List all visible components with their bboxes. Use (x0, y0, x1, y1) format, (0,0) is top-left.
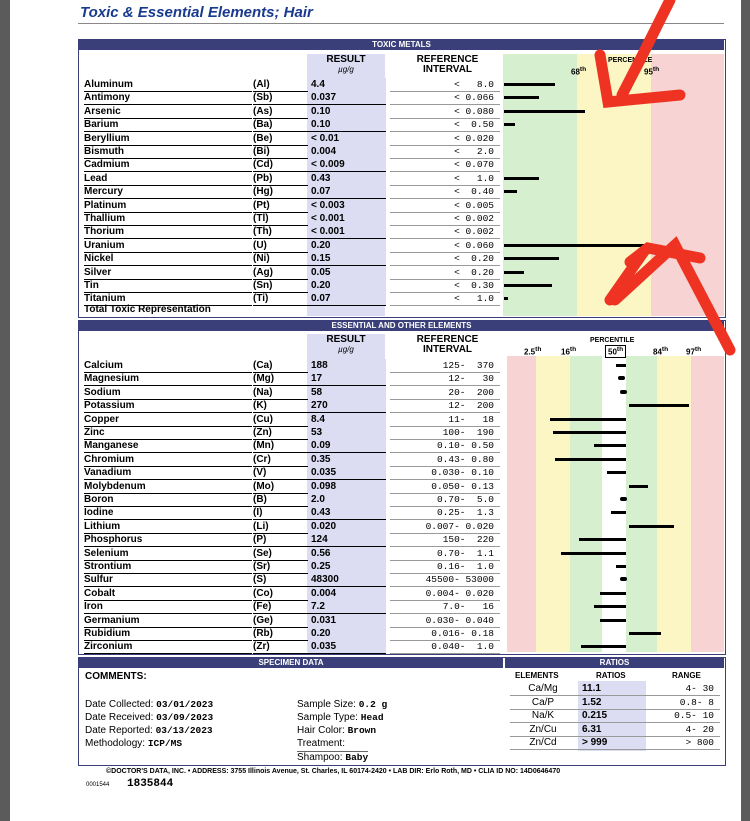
element-symbol: (Pt) (253, 199, 308, 213)
ess-percentile-label: PERCENTILE (590, 337, 635, 344)
element-reference: < 0.40 (390, 185, 500, 199)
element-name: Cobalt (84, 587, 252, 601)
table-row (80, 560, 724, 573)
toxic-result-unit: µg/g (338, 65, 354, 74)
toxic-ref-label-2: INTERVAL (422, 64, 473, 75)
element-symbol: (Al) (253, 78, 308, 92)
element-name: Silver (84, 266, 252, 280)
element-result: < 0.009 (308, 158, 386, 172)
element-symbol: (Ge) (253, 614, 308, 628)
element-reference: 20- 200 (390, 386, 500, 400)
ess-ref-label-1: REFERENCE (416, 334, 479, 345)
element-reference: < 0.20 (390, 252, 500, 266)
element-name: Potassium (84, 399, 252, 413)
footer-code: 0001544 (86, 782, 110, 788)
table-row (80, 453, 724, 466)
ratio-range: 4- 30 (685, 683, 714, 694)
element-symbol: (V) (253, 466, 308, 480)
table-row (80, 587, 724, 600)
date-collected-value: 03/01/2023 (156, 699, 214, 710)
percentile-marker (620, 497, 627, 501)
element-reference: 0.004- 0.020 (390, 587, 500, 601)
element-symbol: (Sr) (253, 560, 308, 574)
element-result: 0.035 (308, 466, 386, 480)
element-symbol: (B) (253, 493, 308, 507)
annotation-arrows (570, 0, 740, 380)
element-reference: < 1.0 (390, 172, 500, 186)
sample-type (297, 712, 384, 723)
ratio-range: > 800 (685, 737, 714, 749)
comments-label: COMMENTS: (85, 671, 147, 682)
element-name: Sodium (84, 386, 252, 400)
element-name: Rubidium (84, 627, 252, 641)
element-symbol: (Ba) (253, 118, 308, 132)
ess-pct-84-sup: th (661, 346, 669, 353)
percentile-bar (504, 177, 539, 180)
total-toxic-label: Total Toxic Representation (84, 304, 211, 315)
element-reference: 100- 190 (390, 426, 500, 440)
element-symbol: (Ag) (253, 266, 308, 280)
element-name: Lithium (84, 520, 252, 534)
percentile-bar (594, 605, 627, 608)
element-symbol: (Zn) (253, 426, 308, 440)
table-row (80, 399, 724, 412)
ratio-value: 11.1 (582, 683, 601, 694)
element-reference: 0.70- 1.1 (390, 547, 500, 561)
ratio-value: 6.31 (582, 723, 602, 735)
element-result: 0.031 (308, 614, 386, 628)
element-result: 0.25 (308, 560, 386, 574)
table-row (80, 614, 724, 627)
element-reference: < 0.060 (390, 239, 500, 253)
ess-pct-84-value: 84 (653, 347, 662, 357)
element-reference: 0.030- 0.040 (390, 614, 500, 628)
element-reference: < 0.20 (390, 266, 500, 280)
element-reference: < 0.002 (390, 225, 500, 239)
element-result: 0.004 (308, 587, 386, 601)
percentile-bar (600, 592, 626, 595)
ratios-col-ratios: RATIOS (596, 671, 626, 680)
element-reference: < 0.020 (390, 132, 500, 146)
table-row (80, 506, 724, 519)
element-symbol: (Mg) (253, 372, 308, 386)
element-result: 270 (308, 399, 386, 413)
table-row (80, 413, 724, 426)
date-received-label: Date Received: (85, 712, 154, 723)
element-name: Germanium (84, 614, 252, 628)
element-result: 0.56 (308, 547, 386, 561)
element-name: Strontium (84, 560, 252, 574)
element-result: < 0.001 (308, 212, 386, 226)
table-row (80, 573, 724, 586)
element-name: Vanadium (84, 466, 252, 480)
percentile-bar (629, 404, 690, 407)
table-row (80, 480, 724, 493)
percentile-bar (594, 444, 627, 447)
element-reference: < 0.080 (390, 105, 500, 119)
element-symbol: (S) (253, 573, 308, 587)
element-symbol: (Cu) (253, 413, 308, 427)
percentile-marker (620, 577, 627, 581)
ratio-value: 1.52 (582, 696, 602, 708)
element-reference: < 0.002 (390, 212, 500, 226)
element-name: Manganese (84, 439, 252, 453)
element-result: < 0.001 (308, 225, 386, 239)
element-reference: < 0.30 (390, 279, 500, 293)
toxic-pct-68-sup: th (579, 66, 587, 73)
element-name: Titanium (84, 292, 252, 306)
toxic-pct-95-value: 95 (644, 67, 653, 77)
element-name: Nickel (84, 252, 252, 266)
percentile-marker (620, 390, 627, 394)
element-symbol: (Ni) (253, 252, 308, 266)
element-result: < 0.003 (308, 199, 386, 213)
element-result: 0.09 (308, 439, 386, 453)
date-reported-label: Date Reported: (85, 725, 153, 736)
percentile-bar (504, 297, 508, 300)
element-result: 0.037 (308, 91, 386, 105)
element-name: Bismuth (84, 145, 252, 159)
element-reference: < 0.070 (390, 158, 500, 172)
ratio-element: Na/K (531, 710, 555, 722)
percentile-bar (504, 83, 555, 86)
element-symbol: (Bi) (253, 145, 308, 159)
element-reference: 11- 18 (390, 413, 500, 427)
element-result: 0.20 (308, 239, 386, 253)
sample-size (297, 699, 387, 710)
table-row (80, 520, 724, 533)
date-reported-value: 03/13/2023 (155, 725, 213, 736)
toxic-pct-95-sup: th (652, 66, 660, 73)
element-symbol: (Mo) (253, 480, 308, 494)
element-result: 17 (308, 372, 386, 386)
element-reference: < 0.066 (390, 91, 500, 105)
date-received (85, 712, 213, 723)
toxic-percentile-label: PERCENTILE (608, 57, 653, 64)
element-result: 0.15 (308, 252, 386, 266)
ratio-element: Zn/Cd (529, 737, 557, 749)
element-name: Antimony (84, 91, 252, 105)
element-symbol: (Mn) (253, 439, 308, 453)
table-row (80, 493, 724, 506)
element-name: Beryllium (84, 132, 252, 146)
element-reference: 0.70- 5.0 (390, 493, 500, 507)
element-name: Boron (84, 493, 252, 507)
element-symbol: (Na) (253, 386, 308, 400)
element-symbol: (Zr) (253, 640, 308, 654)
percentile-bar (600, 619, 626, 622)
element-result: 0.07 (308, 292, 386, 306)
sample-type-value: Head (360, 712, 384, 723)
percentile-bar (504, 271, 524, 274)
date-collected (85, 699, 213, 710)
percentile-bar (629, 632, 662, 635)
element-name: Copper (84, 413, 252, 427)
element-reference: 45500- 53000 (390, 573, 500, 587)
element-reference: 7.0- 16 (390, 600, 500, 614)
ess-ref-label-2: INTERVAL (422, 344, 473, 355)
shampoo-label: Shampoo: (297, 752, 343, 763)
element-reference: < 0.005 (390, 199, 500, 213)
element-result: 58 (308, 386, 386, 400)
element-name: Calcium (84, 359, 252, 373)
report-title: Toxic & Essential Elements; Hair (80, 4, 313, 21)
element-result: 0.10 (308, 118, 386, 132)
element-symbol: (I) (253, 506, 308, 520)
ratio-range: 4- 20 (685, 723, 714, 735)
element-symbol: (U) (253, 239, 308, 253)
element-name: Zirconium (84, 640, 252, 654)
element-result: 0.020 (308, 520, 386, 534)
element-result: 0.35 (308, 453, 386, 467)
element-result: 188 (308, 359, 386, 373)
element-name: Tin (84, 279, 252, 293)
element-name: Selenium (84, 547, 252, 561)
element-name: Platinum (84, 199, 252, 213)
element-result: 0.07 (308, 185, 386, 199)
methodology-label: Methodology: (85, 738, 146, 749)
ess-pct-16-sup: th (569, 346, 577, 353)
element-symbol: (Pb) (253, 172, 308, 186)
element-name: Zinc (84, 426, 252, 440)
toxic-pct-68-value: 68 (571, 67, 580, 77)
ratios-header: RATIOS (505, 658, 724, 668)
table-row (80, 547, 724, 560)
ess-pct-2-5-sup: th (535, 346, 542, 353)
element-symbol: (Sn) (253, 279, 308, 293)
element-reference: 0.007- 0.020 (390, 520, 500, 534)
element-result: 2.0 (308, 493, 386, 507)
shampoo (297, 751, 368, 763)
element-name: Mercury (84, 185, 252, 199)
percentile-bar (504, 123, 515, 126)
element-result: 0.43 (308, 506, 386, 520)
element-result: < 0.01 (308, 132, 386, 146)
date-received-value: 03/09/2023 (156, 712, 214, 723)
sample-size-value: 0.2 g (358, 699, 388, 710)
table-row (80, 439, 724, 452)
ess-pct-2-5 (524, 346, 541, 357)
percentile-bar (504, 190, 517, 193)
table-row (80, 386, 724, 399)
footer-number: 1835844 (127, 778, 174, 790)
percentile-bar (616, 565, 627, 568)
treatment (297, 738, 345, 749)
element-symbol: (K) (253, 399, 308, 413)
element-reference: 0.16- 1.0 (390, 560, 500, 574)
element-symbol: (Fe) (253, 600, 308, 614)
element-symbol: (P) (253, 533, 308, 547)
element-result: 0.20 (308, 627, 386, 641)
element-reference: 0.10- 0.50 (390, 439, 500, 453)
element-result: 0.004 (308, 145, 386, 159)
element-name: Uranium (84, 239, 252, 253)
element-result: 8.4 (308, 413, 386, 427)
element-result: 7.2 (308, 600, 386, 614)
element-reference: < 2.0 (390, 145, 500, 159)
element-result: 124 (308, 533, 386, 547)
element-name: Chromium (84, 453, 252, 467)
element-name: Molybdenum (84, 480, 252, 494)
arrow-down-shaft (622, 0, 670, 95)
table-row (80, 466, 724, 479)
hair-color-label: Hair Color: (297, 725, 345, 736)
ess-pct-50-sup: th (616, 346, 624, 353)
element-result: 48300 (308, 573, 386, 587)
toxic-header: TOXIC METALS (79, 40, 724, 50)
sample-size-label: Sample Size: (297, 699, 356, 710)
element-reference: 125- 370 (390, 359, 500, 373)
ess-pct-97-sup: th (694, 346, 702, 353)
toxic-ref-label-1: REFERENCE (416, 54, 479, 65)
lab-footer: ©DOCTOR'S DATA, INC. • ADDRESS: 3755 Illinois Avenue, St. Charles, IL 60174-2420 • LAB DIR: Erlo Roth, MD • CLIA ID NO: 14D0646470 (106, 768, 561, 775)
table-row (80, 426, 724, 439)
element-symbol: (Be) (253, 132, 308, 146)
element-reference: < 1.0 (390, 292, 500, 306)
element-reference: 0.030- 0.10 (390, 466, 500, 480)
element-reference: < 8.0 (390, 78, 500, 92)
toxic-result-label: RESULT (326, 54, 366, 65)
element-symbol: (Ti) (253, 292, 308, 306)
element-result: 0.035 (308, 640, 386, 654)
element-result: 0.05 (308, 266, 386, 280)
element-name: Sulfur (84, 573, 252, 587)
percentile-bar (607, 471, 627, 474)
ratio-range: 0.8- 8 (679, 696, 714, 708)
percentile-bar (611, 511, 626, 514)
element-name: Iron (84, 600, 252, 614)
element-symbol: (Tl) (253, 212, 308, 226)
percentile-bar (553, 431, 627, 434)
ess-pct-50-value: 50 (608, 347, 617, 357)
ess-reference-header (390, 335, 505, 355)
toxic-result-header (307, 55, 385, 75)
element-name: Cadmium (84, 158, 252, 172)
element-symbol: (Li) (253, 520, 308, 534)
element-result: 4.4 (308, 78, 386, 92)
element-symbol: (Cd) (253, 158, 308, 172)
element-name: Arsenic (84, 105, 252, 119)
table-row (80, 640, 724, 653)
element-symbol: (Se) (253, 547, 308, 561)
shampoo-value: Baby (345, 752, 369, 763)
ratio-row-divider (510, 749, 720, 750)
date-reported (85, 725, 213, 736)
ratios-col-range: RANGE (672, 671, 701, 680)
ratio-range: 0.5- 10 (674, 710, 714, 722)
element-reference: 0.25- 1.3 (390, 506, 500, 520)
hair-color-value: Brown (347, 725, 377, 736)
ess-pct-97-value: 97 (686, 347, 695, 357)
specimen-header: SPECIMEN DATA (79, 658, 503, 668)
ratio-element: Ca/P (531, 696, 555, 708)
element-name: Thorium (84, 225, 252, 239)
element-name: Magnesium (84, 372, 252, 386)
table-row (80, 600, 724, 613)
element-reference: 0.040- 1.0 (390, 640, 500, 654)
percentile-bar (504, 284, 552, 287)
ess-result-unit: µg/g (338, 345, 354, 354)
element-symbol: (Th) (253, 225, 308, 239)
table-row (80, 533, 724, 546)
report-page (10, 0, 741, 821)
percentile-bar (581, 645, 627, 648)
element-symbol: (Cr) (253, 453, 308, 467)
element-symbol: (Hg) (253, 185, 308, 199)
ratios-col-elements: ELEMENTS (515, 671, 559, 680)
element-result: 0.098 (308, 480, 386, 494)
percentile-bar (504, 96, 539, 99)
element-name: Aluminum (84, 78, 252, 92)
element-reference: 12- 200 (390, 399, 500, 413)
element-reference: 0.050- 0.13 (390, 480, 500, 494)
toxic-reference-header (390, 55, 505, 75)
element-result: 0.20 (308, 279, 386, 293)
percentile-bar (579, 538, 627, 541)
element-name: Thallium (84, 212, 252, 226)
element-reference: < 0.50 (390, 118, 500, 132)
hair-color (297, 725, 376, 736)
percentile-bar (555, 458, 627, 461)
ratio-element: Ca/Mg (528, 683, 558, 694)
date-collected-label: Date Collected: (85, 699, 154, 710)
element-result: 0.10 (308, 105, 386, 119)
element-symbol: (Ca) (253, 359, 308, 373)
element-symbol: (Co) (253, 587, 308, 601)
element-name: Phosphorus (84, 533, 252, 547)
sample-type-label: Sample Type: (297, 712, 358, 723)
element-reference: 0.016- 0.18 (390, 627, 500, 641)
ess-pct-16-value: 16 (561, 347, 570, 357)
ess-result-header (307, 335, 385, 355)
element-name: Barium (84, 118, 252, 132)
element-result: 0.43 (308, 172, 386, 186)
element-symbol: (Rb) (253, 627, 308, 641)
table-row (80, 627, 724, 640)
element-result: 53 (308, 426, 386, 440)
treatment-label: Treatment: (297, 738, 345, 749)
percentile-bar (504, 257, 559, 260)
percentile-bar (550, 418, 626, 421)
ratio-value: 0.215 (582, 710, 608, 722)
element-symbol: (Sb) (253, 91, 308, 105)
ratio-element: Zn/Cu (529, 723, 557, 735)
element-symbol: (As) (253, 105, 308, 119)
methodology-value: ICP/MS (147, 738, 183, 749)
element-name: Iodine (84, 506, 252, 520)
ratio-value: > 999 (582, 737, 608, 749)
element-reference: 150- 220 (390, 533, 500, 547)
element-reference: 12- 30 (390, 372, 500, 386)
methodology (85, 738, 182, 749)
essential-header: ESSENTIAL AND OTHER ELEMENTS (79, 321, 724, 331)
ess-result-label: RESULT (326, 334, 366, 345)
percentile-bar (629, 485, 649, 488)
ess-pct-2-5-value: 2.5 (524, 347, 536, 357)
element-name: Lead (84, 172, 252, 186)
percentile-bar (561, 552, 626, 555)
percentile-bar (629, 525, 675, 528)
element-reference: 0.43- 0.80 (390, 453, 500, 467)
